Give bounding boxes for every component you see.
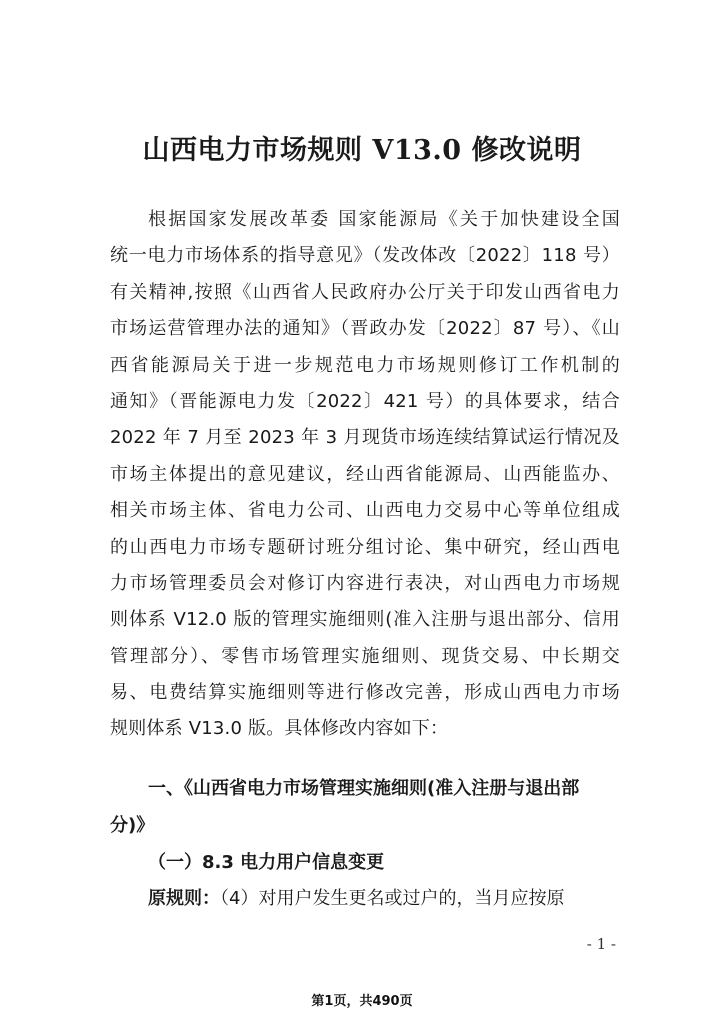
body-line: 易、电费结算实施细则等进行修改完善，形成山西电力市场	[110, 682, 620, 704]
body-line: 规则体系 V13.0 版。具体修改内容如下：	[110, 718, 449, 740]
body-line: 有关精神,按照《山西省人民政府办公厅关于印发山西省电力	[110, 281, 620, 303]
body-line: 的山西电力市场专题研讨班分组讨论、集中研究，经山西电	[110, 536, 620, 558]
document-title: 山西电力市场规则 V13.0 修改说明	[142, 135, 582, 166]
section-heading-line: 分)》	[110, 815, 155, 836]
body-line: 西省能源局关于进一步规范电力市场规则修订工作机制的	[110, 354, 620, 376]
body-line: 则体系 V12.0 版的管理实施细则(准入注册与退出部分、信用	[110, 609, 620, 631]
section-heading	[110, 770, 620, 844]
page-number: - 1 -	[586, 935, 616, 953]
body-paragraph	[110, 202, 620, 748]
body-line: 相关市场主体、省电力公司、山西电力交易中心等单位组成	[110, 500, 620, 522]
section-heading-line: 一、《山西省电力市场管理实施细则(准入注册与退出部	[148, 778, 580, 799]
body-line: 统一电力市场体系的指导意见》（发改体改〔2022〕118 号）	[110, 245, 620, 267]
body-line: 通知》（晋能源电力发〔2022〕421 号）的具体要求，结合	[110, 390, 620, 412]
original-rule-label: 原规则：	[148, 888, 220, 909]
body-line: 力市场管理委员会对修订内容进行表决，对山西电力市场规	[110, 572, 620, 594]
body-line: 管理部分）、零售市场管理实施细则、现货交易、中长期交	[110, 645, 620, 667]
body-line: 根据国家发展改革委 国家能源局《关于加快建设全国	[148, 209, 620, 230]
original-rule-text: （4）对用户发生更名或过户的，当月应按原	[220, 888, 565, 909]
subsection-heading: （一）8.3 电力用户信息变更	[148, 852, 385, 873]
body-line: 市场主体提出的意见建议，经山西省能源局、山西能监办、	[110, 463, 620, 485]
body-line: 2022 年 7 月至 2023 年 3 月现货市场连续结算试运行情况及	[110, 427, 620, 449]
body-line: 市场运营管理办法的通知》（晋政办发〔2022〕87 号）、《山	[110, 318, 620, 340]
original-rule-line	[148, 880, 564, 917]
page-footer: 第1页，共490页	[311, 994, 413, 1009]
